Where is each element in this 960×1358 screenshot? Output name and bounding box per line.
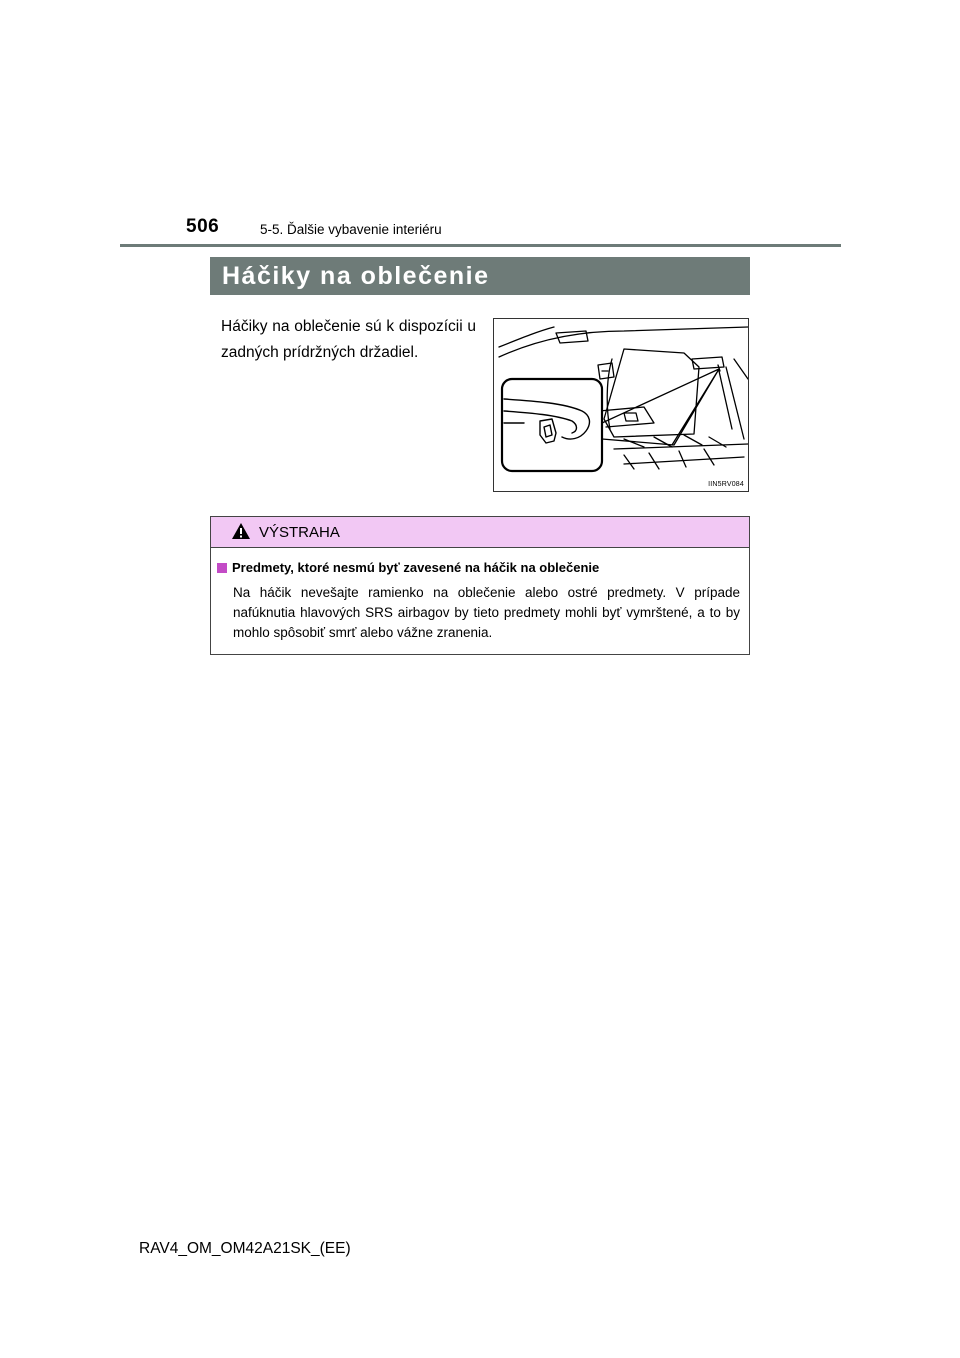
header-divider [120,244,841,247]
warning-item-title-text: Predmety, ktoré nesmú byť zavesené na háčik na oblečenie [232,560,600,575]
intro-paragraph: Háčiky na oblečenie sú k dispozícii u zadných prídržných držadiel. [221,318,476,361]
section-title-bar [210,257,750,295]
square-bullet-icon [217,563,227,573]
warning-header [211,517,749,548]
section-breadcrumb: 5-5. Ďalšie vybavenie interiéru [260,222,442,237]
warning-triangle-icon [231,522,251,545]
warning-heading: VÝSTRAHA [259,524,340,541]
page-title: Háčiky na oblečenie [222,262,490,290]
figure-code: IIN5RV084 [708,481,744,488]
warning-item-title [217,560,599,575]
warning-box [210,516,750,655]
document-id: RAV4_OM_OM42A21SK_(EE) [139,1240,351,1257]
warning-item-text: Na háčik nevešajte ramienko na oblečenie alebo ostré predmety. V prípade nafúknutia hlavových SRS airbagov by tieto predmety mohli byť vymrštené, a to by mohlo spôsobiť smrť alebo vážne zranenia. [233,585,740,640]
coat-hook-illustration-icon [494,319,748,491]
coat-hook-figure [493,318,749,492]
page-number: 506 [186,216,220,237]
